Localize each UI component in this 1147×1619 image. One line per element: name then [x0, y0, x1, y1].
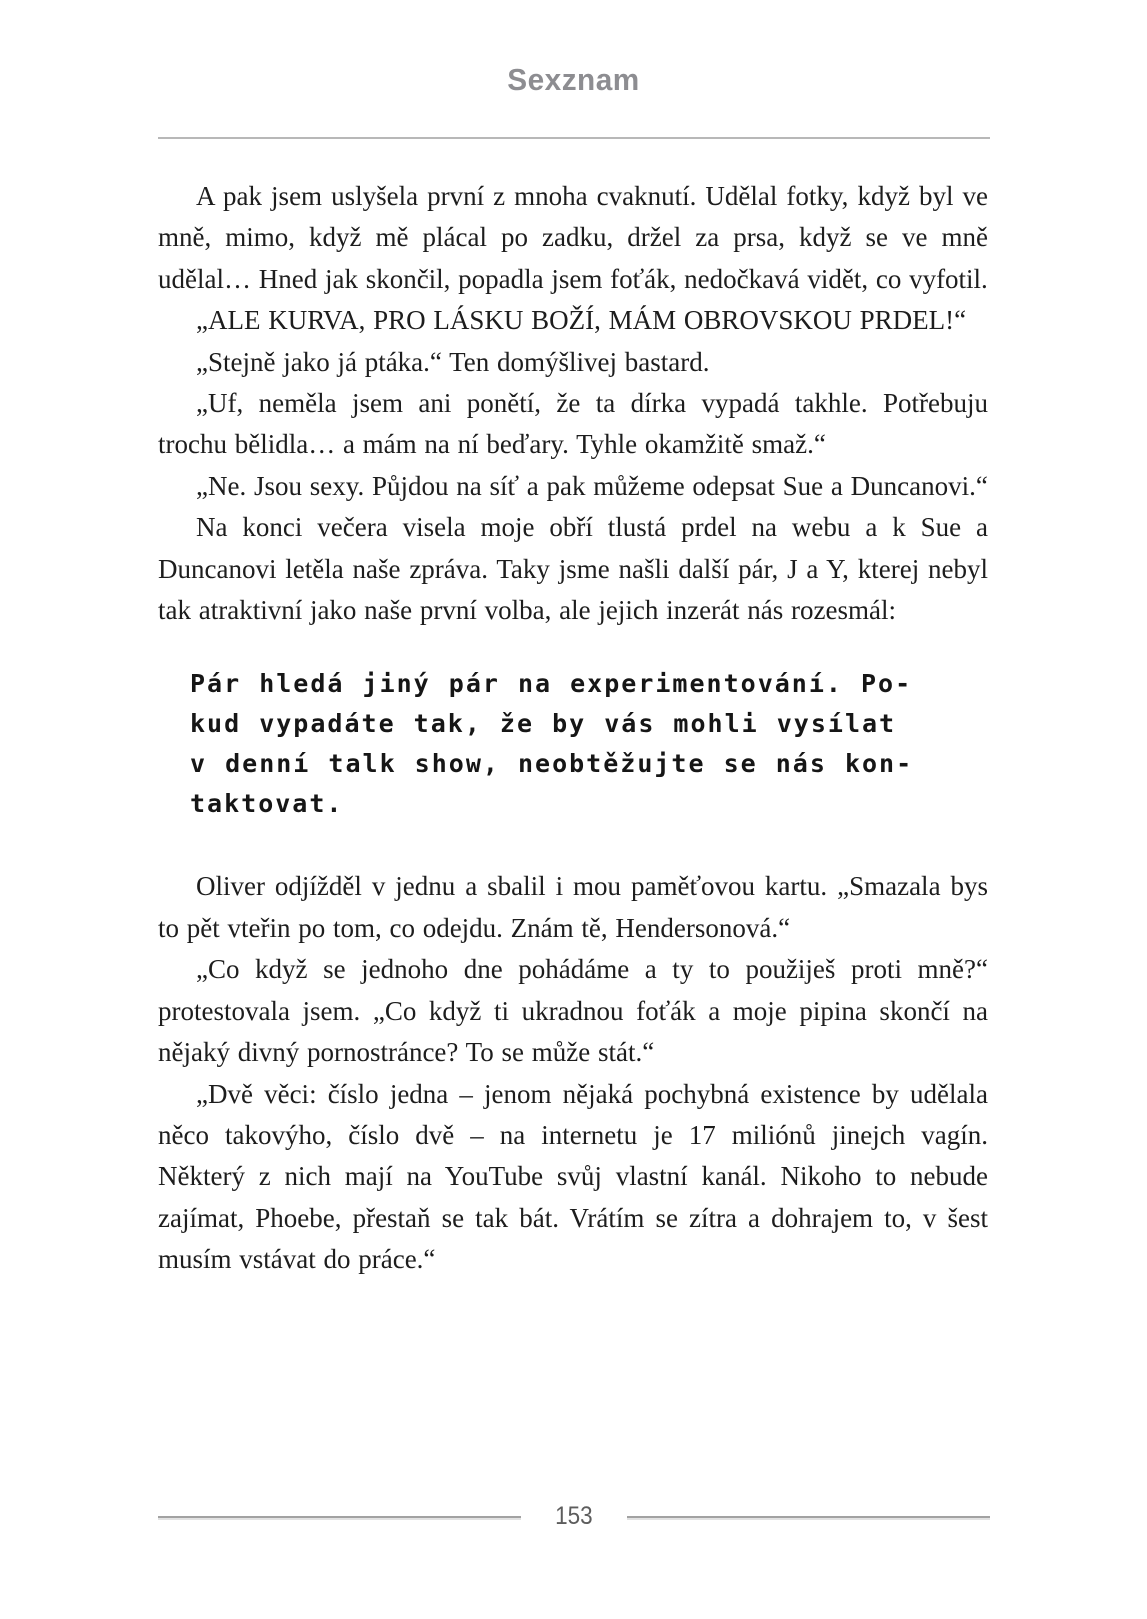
paragraph-dialogue: „Uf, neměla jsem ani ponětí, že ta dírka vypadá takhle. Potřebuju trochu bělidla… a mám na ní beďary. Tyhle okamžitě smaž.“ — [158, 388, 988, 460]
page-text-block — [158, 176, 988, 1281]
paragraph-dialogue: „Co když se jednoho dne pohádáme a ty to použiješ proti mně?“ protestovala jsem. „Co když ti ukradnou foťák a moje pipina skončí na nějaký divný pornostránce? To se může stát.“ — [158, 954, 988, 1068]
paragraph: Oliver odjížděl v jednu a sbalil i mou paměťovou kartu. „Smazala bys to pět vteřin po tom, co odejdu. Znám tě, Hendersonová.“ — [158, 871, 988, 943]
page-footer — [158, 1502, 990, 1531]
paragraph: Na konci večera visela moje obří tlustá prdel na webu a k Sue a Duncanovi letěla naše zpráva. Taky jsme našli další pár, J a Y, kterej nebyl tak atraktivní jako naše první volba, ale jejich inzerát nás rozesmál: — [158, 512, 988, 626]
page-number: 153 — [555, 1502, 593, 1530]
header-rule — [158, 137, 990, 139]
paragraph-dialogue: „Ne. Jsou sexy. Půjdou na síť a pak můžeme odepsat Sue a Duncanovi.“ — [196, 470, 988, 501]
paragraph-dialogue: „Dvě věci: číslo jedna – jenom nějaká pochybná existence by udělala něco takovýho, číslo dvě – na internetu je 17 miliónů jinejch vagín. Některý z nich mají na YouTube svůj vlastní kanál. Nikoho to nebude zajímat, Phoebe, přestaň se tak bát. Vrátím se zítra a dohrajem to, v šest musím vstávat do práce.“ — [158, 1078, 988, 1275]
personal-ad-quote — [190, 664, 988, 824]
personal-ad-line: Pár hledá jiný pár na experimentování. Po- — [190, 669, 913, 699]
footer-rule-right — [627, 1516, 990, 1518]
personal-ad-line: v denní talk show, neobtěžujte se nás kon- — [190, 749, 914, 779]
paragraph-dialogue: „Stejně jako já ptáka.“ Ten domýšlivej bastard. — [196, 346, 710, 377]
running-header-title: Sexznam — [507, 62, 640, 97]
paragraph-dialogue-caps: „ALE KURVA, PRO LÁSKU BOŽÍ, MÁM OBROVSKOU PRDEL!“ — [196, 305, 967, 336]
footer-rule-left — [158, 1516, 521, 1518]
paragraph: A pak jsem uslyšela první z mnoha cvaknutí. Udělal fotky, když byl ve mně, mimo, když mě plácal po zadku, držel za prsa, když se ve mně udělal… Hned jak skončil, popadla jsem foťák, nedočkavá vidět, co vyfotil. — [158, 181, 988, 294]
personal-ad-line: taktovat. — [190, 789, 344, 819]
personal-ad-line: kud vypadáte tak, že by vás mohli vysílat — [190, 709, 897, 739]
